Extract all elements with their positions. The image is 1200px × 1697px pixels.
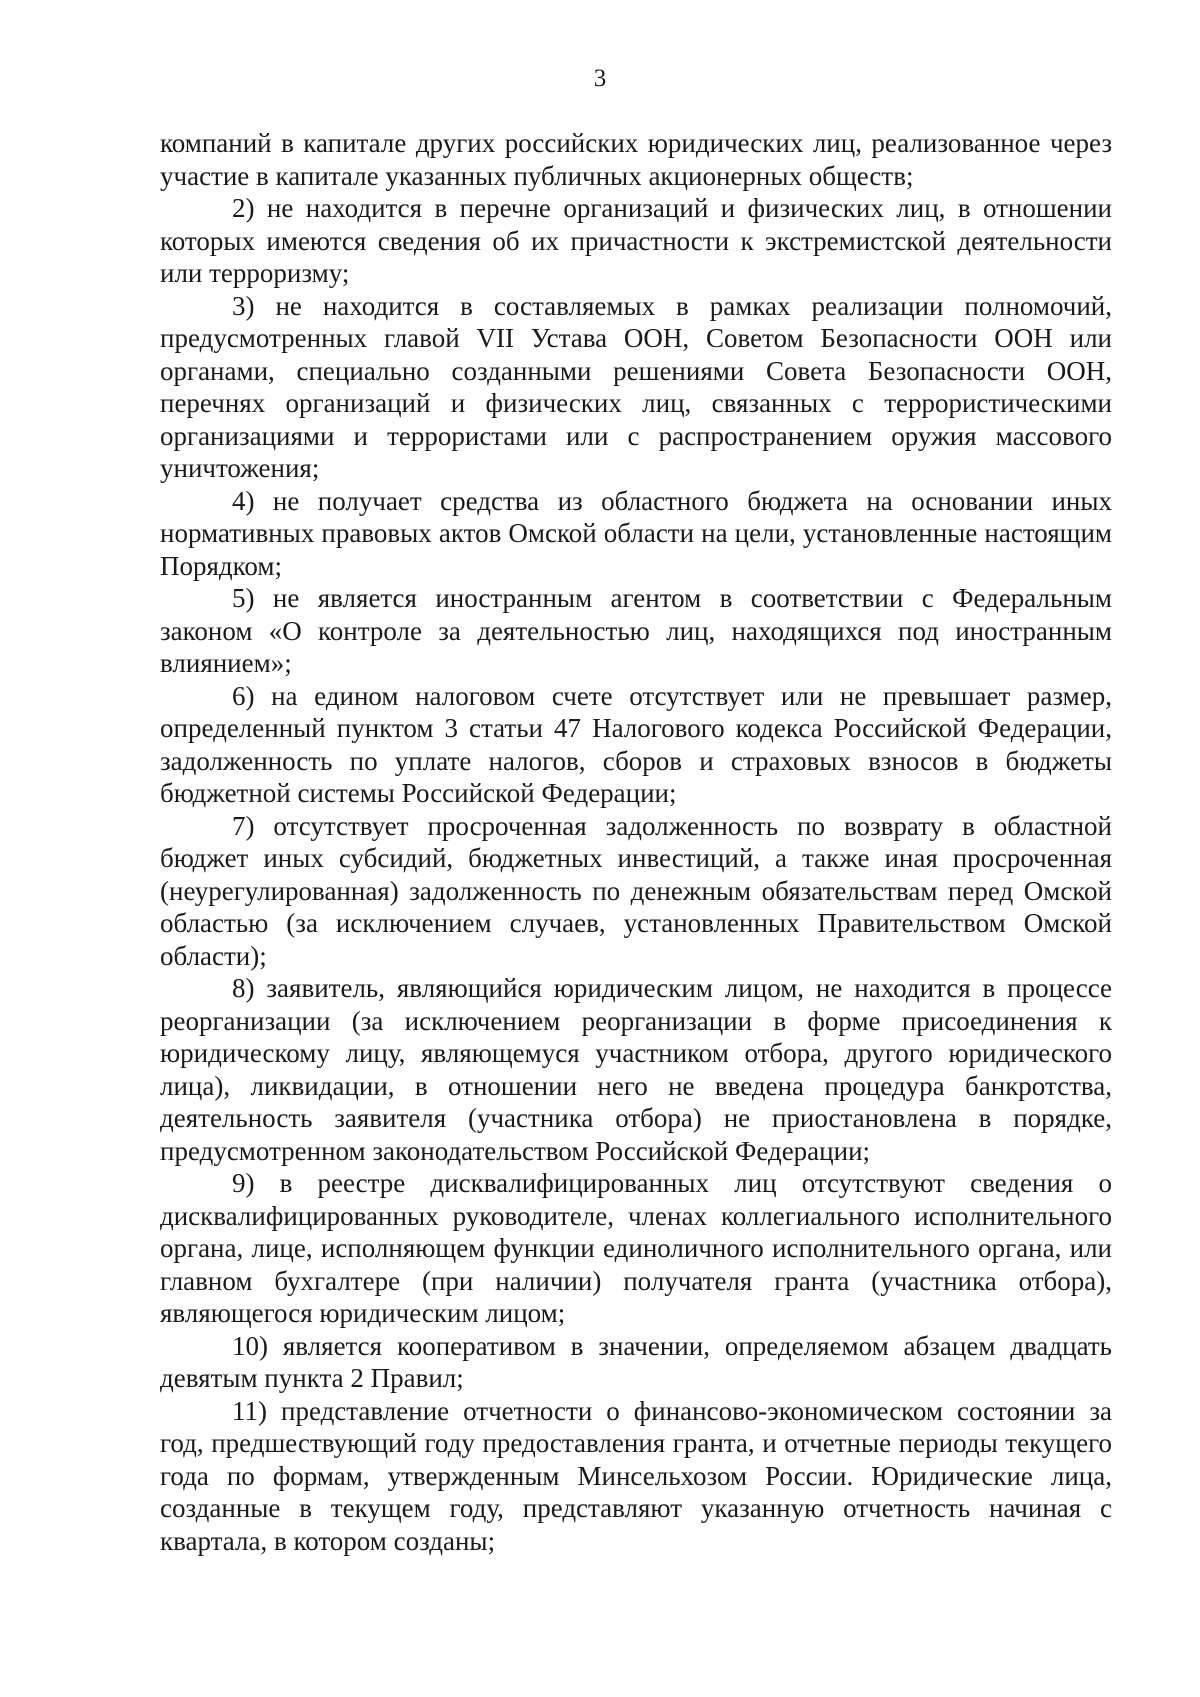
list-item-6: 6) на едином налоговом счете отсутствует или не превышает размер, определенный пунктом 3 статьи 47 Налогового кодекса Российской Федерации, задолженность по уплате налогов, сборов и страховых взносов в бюджеты бюджетной системы Российской Федерации; [160, 680, 1112, 808]
list-item-10: 10) является кооперативом в значении, определяемом абзацем двадцать девятым пункта 2 Правил; [160, 1330, 1112, 1393]
paragraph-continuation: компаний в капитале других российских юридических лиц, реализованное через участие в капитале указанных публичных акционерных обществ; [160, 128, 1112, 191]
list-item-7: 7) отсутствует просроченная задолженность по возврату в областной бюджет иных субсидий, бюджетных инвестиций, а также иная просроченная (неурегулированная) задолженность по денежным обязательствам перед Омской областью (за исключением случаев, установленных Правительством Омской области); [160, 810, 1112, 971]
list-item-3: 3) не находится в составляемых в рамках реализации полномочий, предусмотренных главой VII Устава ООН, Советом Безопасности ООН или органами, специально созданными решениями Совета Безопасности ООН, перечнях организаций и физических лиц, связанных с террористическими организациями и террористами или с распространением оружия массового уничтожения; [160, 290, 1112, 483]
document-body [160, 127, 1112, 1557]
list-item-5: 5) не является иностранным агентом в соответствии с Федеральным законом «О контроле за деятельностью лиц, находящихся под иностранным влиянием»; [160, 583, 1112, 678]
list-item-8: 8) заявитель, являющийся юридическим лицом, не находится в процессе реорганизации (за исключением реорганизации в форме присоединения к юридическому лицу, являющемуся участником отбора, другого юридического лица), ликвидации, в отношении него не введена процедура банкротства, деятельность заявителя (участника отбора) не приостановлена в порядке, предусмотренном законодательством Российской Федерации; [160, 973, 1112, 1166]
list-item-11: 11) представление отчетности о финансово-экономическом состоянии за год, предшествующий году предоставления гранта, и отчетные периоды текущего года по формам, утвержденным Минсельхозом России. Юридические лица, созданные в текущем году, представляют указанную отчетность начиная с квартала, в котором созданы; [160, 1395, 1112, 1556]
list-item-4: 4) не получает средства из областного бюджета на основании иных нормативных правовых актов Омской области на цели, установленные настоящим Порядком; [160, 485, 1112, 581]
list-item-9: 9) в реестре дисквалифицированных лиц отсутствуют сведения о дисквалифицированных руководителе, членах коллегиального исполнительного органа, лице, исполняющем функции единоличного исполнительного органа, или главном бухгалтере (при наличии) получателя гранта (участника отбора), являющегося юридическим лицом; [160, 1168, 1112, 1328]
list-item-2: 2) не находится в перечне организаций и физических лиц, в отношении которых имеются сведения об их причастности к экстремистской деятельности или терроризму; [160, 193, 1112, 288]
page-number: 3 [593, 65, 607, 92]
